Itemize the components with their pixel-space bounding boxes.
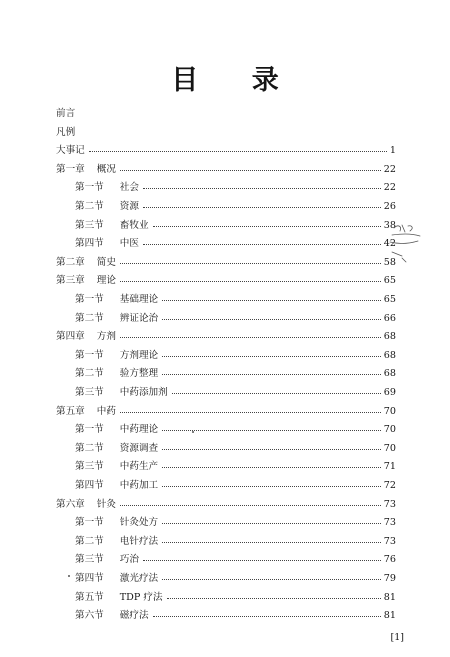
handwritten-mark-icon bbox=[388, 222, 424, 264]
dot-leader bbox=[162, 542, 381, 543]
toc-entry-label: 第三节 bbox=[75, 554, 104, 566]
toc-entry-title: 巧治 bbox=[119, 554, 139, 566]
toc-entry-label: 第一章 bbox=[56, 163, 85, 175]
toc-entry-title: 中药生产 bbox=[119, 461, 159, 473]
toc-chapter-entry bbox=[56, 404, 396, 419]
toc-entry-label: 第三节 bbox=[75, 219, 104, 231]
toc-page-number: 22 bbox=[383, 163, 396, 175]
print-speck bbox=[68, 575, 70, 577]
toc-chapter-entry bbox=[56, 255, 396, 270]
toc-page-number: 66 bbox=[383, 312, 396, 324]
toc-section-entry bbox=[75, 292, 396, 307]
dot-leader bbox=[120, 281, 381, 282]
toc-chapter-entry bbox=[56, 273, 396, 288]
toc-entry-title: 资源 bbox=[119, 201, 139, 212]
page-number-footer: [1] bbox=[390, 632, 404, 643]
toc-entry-label: 第一节 bbox=[75, 424, 104, 436]
toc-section-entry bbox=[75, 218, 396, 233]
toc-entry-label: 第四章 bbox=[56, 331, 85, 343]
toc-page-number: 73 bbox=[383, 535, 396, 547]
toc-entry-title: 简史 bbox=[96, 256, 116, 268]
toc-entry-label: 第一节 bbox=[75, 294, 104, 305]
toc-entry-title: 中药添加剂 bbox=[119, 387, 168, 398]
toc-chapter-entry bbox=[56, 497, 396, 512]
toc-page-number: 1 bbox=[389, 145, 396, 157]
dot-leader bbox=[120, 412, 381, 413]
toc-entry-label: 第六章 bbox=[56, 498, 85, 510]
dot-leader bbox=[143, 244, 381, 245]
toc-section-entry bbox=[75, 348, 396, 363]
toc-entry-label: 第四节 bbox=[75, 573, 104, 584]
toc-page-number: 69 bbox=[383, 387, 396, 398]
toc-entry-title: 辨证论治 bbox=[119, 312, 159, 324]
toc-entry-label: 第四节 bbox=[75, 480, 104, 491]
dot-leader bbox=[162, 486, 381, 487]
toc-entry-title: 概况 bbox=[96, 163, 116, 175]
toc-entry-label: 第四节 bbox=[75, 238, 104, 250]
toc-entry-title: 磁疗法 bbox=[119, 610, 149, 622]
dot-leader bbox=[162, 430, 381, 431]
toc-entry-title: 中医 bbox=[119, 238, 139, 250]
dot-leader bbox=[120, 263, 381, 264]
toc-section-entry bbox=[75, 385, 396, 400]
toc-page-number: 22 bbox=[383, 182, 396, 194]
toc-entry-label: 第一节 bbox=[75, 182, 104, 194]
dot-leader bbox=[162, 579, 381, 580]
toc-entry-label: 第二节 bbox=[75, 368, 104, 380]
toc-page-number: 68 bbox=[383, 368, 396, 380]
dot-leader bbox=[162, 374, 381, 375]
toc-page-number: 58 bbox=[383, 256, 396, 268]
print-speck bbox=[192, 431, 194, 433]
toc-page-number: 71 bbox=[383, 461, 396, 473]
toc-entry-title: 针灸 bbox=[96, 498, 116, 510]
dot-leader bbox=[120, 170, 381, 171]
toc-entry-title: 方剂理论 bbox=[119, 349, 159, 361]
toc-page-number: 79 bbox=[383, 573, 396, 584]
toc-page-number: 70 bbox=[383, 442, 396, 454]
toc-entry-label: 第六节 bbox=[75, 610, 104, 622]
toc-entry-label: 第一节 bbox=[75, 349, 104, 361]
toc-chapter-entry bbox=[56, 162, 396, 177]
toc-entry-title: 激光疗法 bbox=[119, 573, 159, 584]
toc-page-number: 73 bbox=[383, 498, 396, 510]
toc-entry-label: 第三章 bbox=[56, 275, 85, 287]
dot-leader bbox=[162, 449, 381, 450]
toc-entry-title: 社会 bbox=[119, 182, 139, 194]
toc-entry-title: 资源调查 bbox=[119, 442, 159, 454]
toc-entry-title: 中药 bbox=[96, 405, 116, 417]
toc-entry-label: 第二节 bbox=[75, 442, 104, 454]
toc-chapter-entry bbox=[56, 329, 396, 344]
dot-leader bbox=[143, 207, 381, 208]
toc-section-entry bbox=[75, 608, 396, 623]
toc-entry-label: 第二节 bbox=[75, 535, 104, 547]
dot-leader bbox=[143, 188, 381, 189]
dot-leader bbox=[153, 226, 381, 227]
toc-entry-label: 第三节 bbox=[75, 461, 104, 473]
toc-entry-label: 第二节 bbox=[75, 312, 104, 324]
toc-front-entry bbox=[56, 125, 396, 140]
toc-page-number: 65 bbox=[383, 294, 396, 305]
dot-leader bbox=[120, 337, 381, 338]
toc-entry-title: 中药加工 bbox=[119, 480, 159, 491]
toc-entry-title: 中药理论 bbox=[119, 424, 159, 436]
toc-entry-title: 基础理论 bbox=[119, 294, 159, 305]
toc-section-entry bbox=[75, 459, 396, 474]
toc-page-number: 38 bbox=[383, 219, 396, 231]
dot-leader bbox=[120, 505, 381, 506]
toc-section-entry bbox=[75, 515, 396, 530]
toc-entry-label: 第五章 bbox=[56, 405, 85, 417]
toc-page-number: 81 bbox=[383, 591, 396, 603]
toc-page-number: 76 bbox=[383, 554, 396, 566]
toc-section-entry bbox=[75, 571, 396, 586]
dot-leader bbox=[162, 523, 381, 524]
page-title: 目 录 bbox=[171, 65, 301, 96]
toc-page-number: 70 bbox=[383, 405, 396, 417]
toc-entry-title: 验方整理 bbox=[119, 368, 159, 380]
toc-entry-title: 针灸处方 bbox=[119, 517, 159, 529]
toc-page-number: 42 bbox=[383, 238, 396, 250]
toc-entry-title: 畜牧业 bbox=[119, 219, 149, 231]
toc-section-entry bbox=[75, 236, 396, 251]
toc-entry-title: 理论 bbox=[96, 275, 116, 287]
toc-section-entry bbox=[75, 311, 396, 326]
toc-entry-label: 第三节 bbox=[75, 387, 104, 398]
toc-entry-label: 第五节 bbox=[75, 591, 104, 603]
toc-section-entry bbox=[75, 552, 396, 567]
toc-section-entry bbox=[75, 478, 396, 493]
toc-entry-title: 方剂 bbox=[96, 331, 116, 343]
dot-leader bbox=[162, 319, 381, 320]
dot-leader bbox=[89, 151, 387, 152]
dot-leader bbox=[172, 393, 381, 394]
toc-entry-title: 电针疗法 bbox=[119, 535, 159, 547]
toc-section-entry bbox=[75, 441, 396, 456]
toc-entry-label: 前言 bbox=[56, 108, 76, 119]
toc-section-entry bbox=[75, 422, 396, 437]
toc-section-entry bbox=[75, 366, 396, 381]
toc-page-number: 73 bbox=[383, 517, 396, 529]
toc-page-number: 81 bbox=[383, 610, 396, 622]
dot-leader bbox=[162, 300, 381, 301]
toc-entry-title: TDP 疗法 bbox=[119, 591, 163, 603]
toc-front-entry bbox=[56, 106, 396, 121]
toc-section-entry bbox=[75, 180, 396, 195]
toc-section-entry bbox=[75, 590, 396, 605]
toc-page-number: 70 bbox=[383, 424, 396, 436]
dot-leader bbox=[167, 598, 381, 599]
toc-entry-label: 大事记 bbox=[56, 145, 85, 157]
toc-page-number: 65 bbox=[383, 275, 396, 287]
dot-leader bbox=[162, 467, 381, 468]
toc-page-number: 68 bbox=[383, 331, 396, 343]
toc-entry-label: 第二章 bbox=[56, 256, 85, 268]
toc-entry-label: 第二节 bbox=[75, 201, 104, 212]
toc-page-number: 68 bbox=[383, 349, 396, 361]
dot-leader bbox=[143, 560, 381, 561]
dot-leader bbox=[162, 356, 381, 357]
toc-entry-label: 凡例 bbox=[56, 126, 76, 138]
toc-page-number: 26 bbox=[383, 201, 396, 212]
toc-section-entry bbox=[75, 199, 396, 214]
toc-page-number: 72 bbox=[383, 480, 396, 491]
toc-section-entry bbox=[75, 534, 396, 549]
toc-front-entry bbox=[56, 143, 396, 158]
dot-leader bbox=[153, 616, 381, 617]
toc-entry-label: 第一节 bbox=[75, 517, 104, 529]
